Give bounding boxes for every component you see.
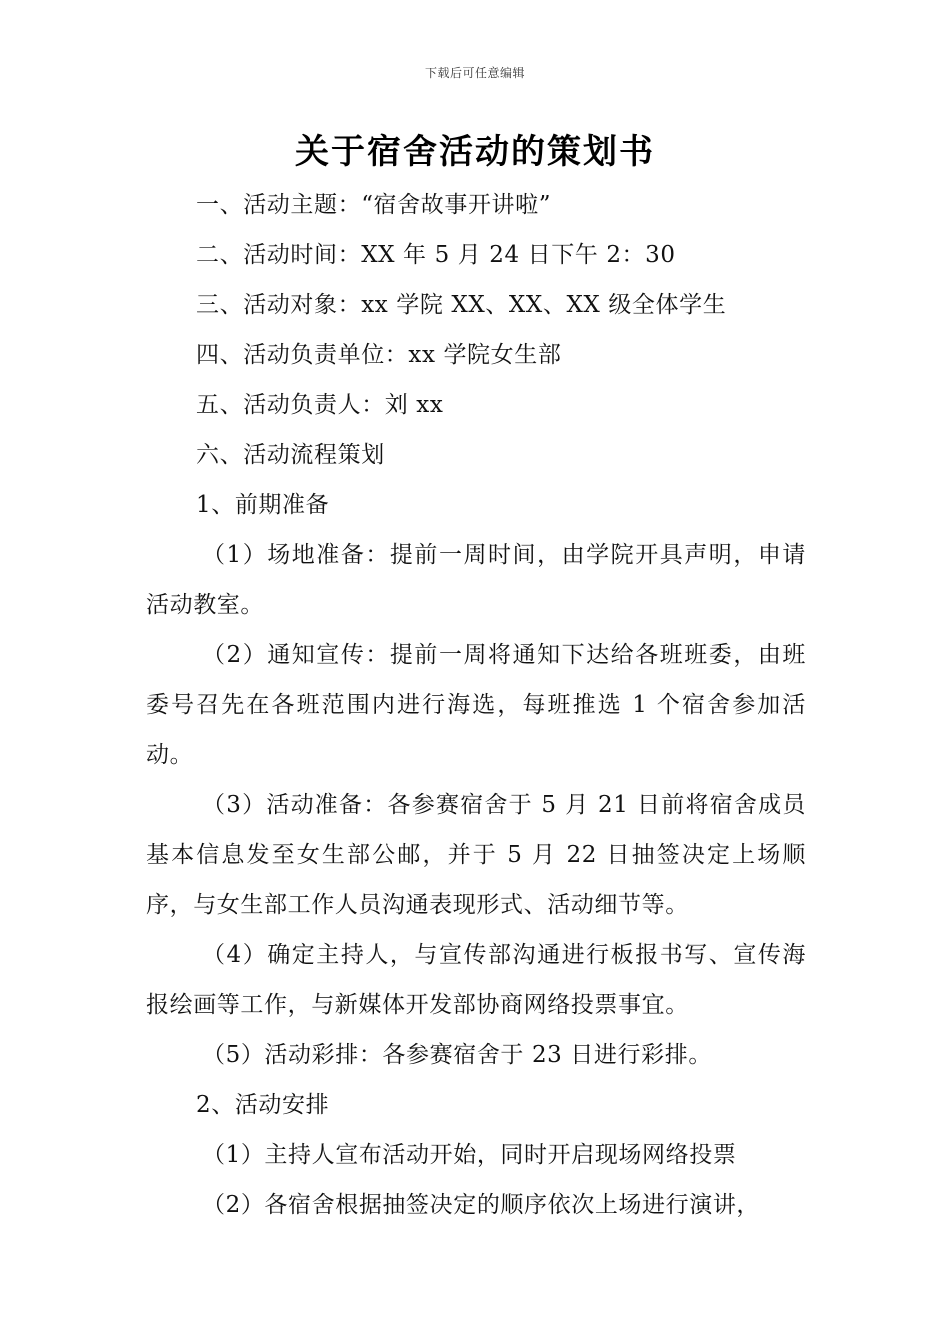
paragraph-prep-4: （4）确定主持人，与宣传部沟通进行板报书写、宣传海报绘画等工作，与新媒体开发部协商网络投票事宜。	[146, 942, 806, 1018]
section-flow: 六、活动流程策划	[196, 442, 385, 468]
subsection-arrange: 2、活动安排	[196, 1092, 330, 1118]
section-target: 三、活动对象：xx 学院 XX、XX、XX 级全体学生	[196, 292, 727, 318]
paragraph-prep-5: （5）活动彩排：各参赛宿舍于 23 日进行彩排。	[202, 1042, 712, 1068]
subsection-prep: 1、前期准备	[196, 492, 330, 518]
section-person: 五、活动负责人：刘 xx	[196, 392, 444, 418]
section-unit: 四、活动负责单位：xx 学院女生部	[196, 342, 562, 368]
document-title: 关于宿舍活动的策划书	[295, 132, 655, 172]
section-theme: 一、活动主题：“宿舍故事开讲啦”	[196, 192, 552, 218]
header-note: 下载后可任意编辑	[424, 66, 525, 80]
paragraph-prep-1: （1）场地准备：提前一周时间，由学院开具声明，申请活动教室。	[146, 542, 806, 618]
paragraph-prep-2: （2）通知宣传：提前一周将通知下达给各班班委，由班委号召先在各班范围内进行海选，每班推选 1 个宿舍参加活动。	[146, 642, 806, 768]
paragraph-arrange-1: （1）主持人宣布活动开始，同时开启现场网络投票	[202, 1142, 737, 1168]
paragraph-prep-3: （3）活动准备：各参赛宿舍于 5 月 21 日前将宿舍成员基本信息发至女生部公邮，并于 5 月 22 日抽签决定上场顺序，与女生部工作人员沟通表现形式、活动细节等。	[146, 792, 806, 918]
paragraph-arrange-2: （2）各宿舍根据抽签决定的顺序依次上场进行演讲，	[202, 1192, 761, 1218]
document-body	[146, 180, 806, 1230]
section-time: 二、活动时间：XX 年 5 月 24 日下午 2：30	[196, 242, 676, 268]
